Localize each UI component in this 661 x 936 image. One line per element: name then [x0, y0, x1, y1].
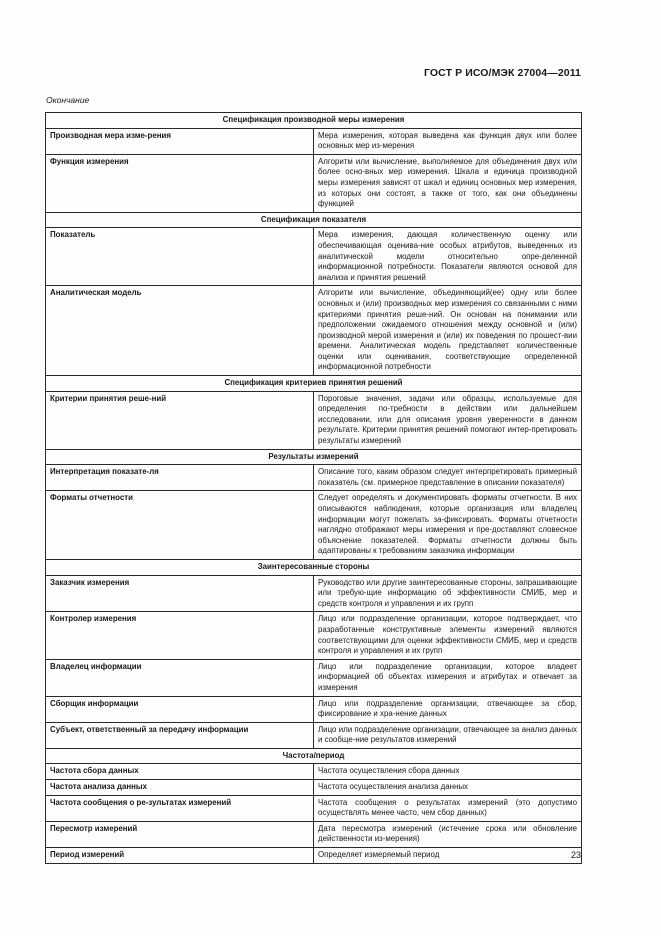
term-cell: Субъект, ответственный за передачу информации [46, 722, 314, 748]
section-title: Частота/период [46, 748, 582, 764]
section-header-row [46, 748, 582, 764]
term-cell: Показатель [46, 228, 314, 286]
term-cell: Владелец информации [46, 659, 314, 696]
table-row [46, 821, 582, 847]
table-row [46, 465, 582, 491]
page-number: 23 [570, 850, 581, 860]
term-cell: Частота сообщения о ре-зультатах измерений [46, 795, 314, 821]
section-header-row [46, 449, 582, 465]
term-cell: Период измерений [46, 848, 314, 864]
definition-cell: Алгоритм или вычисление, объединяющий(ее) одну или более основных и (или) производных мер измерения со связанными с ними критериями принятия реше-ний. Он основан на понимании или предположении ожидаемого отношения между основной и (или) производной мерой измерения и (или) их поведения по прошест-вии времени. Аналитическая модель представляет количественные оценки или оценивания, соответствующие определенной информационной потребности [314, 286, 582, 376]
table-row [46, 780, 582, 796]
term-cell: Интерпретация показате-ля [46, 465, 314, 491]
definition-cell: Следует определять и документировать форматы отчетности. В них описываются наблюдения, которые организация или владелец информации могут пожелать за-фиксировать. Форматы отчетности наглядно отображают меры измерения и пре-доставляют словесное объяснение показателей. Форматы отчетности должны быть адаптированы к требованиям заказчика информации [314, 491, 582, 560]
section-header-row [46, 113, 582, 129]
table-row [46, 228, 582, 286]
table-row [46, 128, 582, 154]
definition-cell: Лицо или подразделение организации, отвечающее за сбор, фиксирование и хра-нение данных [314, 696, 582, 722]
definition-cell: Дата пересмотра измерений (истечение срока или обновление действенности из-мерения) [314, 821, 582, 847]
table-row [46, 575, 582, 612]
term-cell: Производная мера изме-рения [46, 128, 314, 154]
table-row [46, 848, 582, 864]
table-row [46, 764, 582, 780]
table-row [46, 286, 582, 376]
standard-header: ГОСТ Р ИСО/МЭК 27004—2011 [423, 67, 581, 79]
definition-cell: Частота сообщения о результатах измерений (это допустимо осуществлять менее часто, чем сбор данных) [314, 795, 582, 821]
continuation-label: Окончание [46, 95, 90, 105]
term-cell: Частота анализа данных [46, 780, 314, 796]
section-header-row [46, 212, 582, 228]
definition-cell: Описание того, каким образом следует интерпретировать примерный показатель (см. примерное представление в описании показателя) [314, 465, 582, 491]
definition-cell: Руководство или другие заинтересованные стороны, запрашивающие или требую-щие информацию об эффективности СМИБ, мер и средств контроля и управления и их групп [314, 575, 582, 612]
term-cell: Форматы отчетности [46, 491, 314, 560]
term-cell: Критерии принятия реше-ний [46, 391, 314, 449]
table-row [46, 696, 582, 722]
section-header-row [46, 559, 582, 575]
table-row [46, 391, 582, 449]
term-cell: Пересмотр измерений [46, 821, 314, 847]
table-row [46, 659, 582, 696]
definition-cell: Частота осуществления анализа данных [314, 780, 582, 796]
definition-cell: Лицо или подразделение организации, которое подтверждает, что разработанные конструктивные элементы измерений являются соответствующими для оценки эффективности СМИБ, мер и средств контроля и управления и их групп [314, 612, 582, 659]
section-title: Спецификация производной меры измерения [46, 113, 582, 129]
term-cell: Частота сбора данных [46, 764, 314, 780]
section-title: Результаты измерений [46, 449, 582, 465]
table-row [46, 491, 582, 560]
table-row [46, 795, 582, 821]
definition-cell: Мера измерения, дающая количественную оценку или обеспечивающая оценива-ние особых атрибутов, выведенных из аналитической модели относительно опре-деленной информационной потребности. Показатели являются основой для анализа и принятия решений [314, 228, 582, 286]
definition-cell: Мера измерения, которая выведена как функция двух или более основных мер из-мерения [314, 128, 582, 154]
specification-table [45, 112, 582, 864]
term-cell: Контролер измерения [46, 612, 314, 659]
definition-cell: Алгоритм или вычисление, выполняемое для объединения двух или более осно-вных мер измерения. Шкала и единица производной меры измерения зависят от шкал и единиц основных мер измерения, из которых они состоят, а также от того, как они объединены функцией [314, 154, 582, 212]
table-row [46, 154, 582, 212]
table-row [46, 722, 582, 748]
definition-cell: Лицо или подразделение организации, которое владеет информацией об объектах измерения и атрибутах и отвечает за измерения [314, 659, 582, 696]
definition-cell: Пороговые значения, задачи или образцы, используемые для определения по-требности в действии или дальнейшем исследовании, или для описания уровня уверенности в данном результате. Критерии принятия решений помогают интер-претировать результаты измерений [314, 391, 582, 449]
definition-cell: Определяет измеряемый период [314, 848, 582, 864]
section-title: Спецификация показателя [46, 212, 582, 228]
term-cell: Заказчик измерения [46, 575, 314, 612]
section-title: Заинтересованные стороны [46, 559, 582, 575]
term-cell: Сборщик информации [46, 696, 314, 722]
term-cell: Аналитическая модель [46, 286, 314, 376]
definition-cell: Лицо или подразделение организации, отвечающее за анализ данных и сообще-ние результатов измерений [314, 722, 582, 748]
term-cell: Функция измерения [46, 154, 314, 212]
definition-cell: Частота осуществления сбора данных [314, 764, 582, 780]
section-header-row [46, 376, 582, 392]
section-title: Спецификация критериев принятия решений [46, 376, 582, 392]
table-row [46, 612, 582, 659]
